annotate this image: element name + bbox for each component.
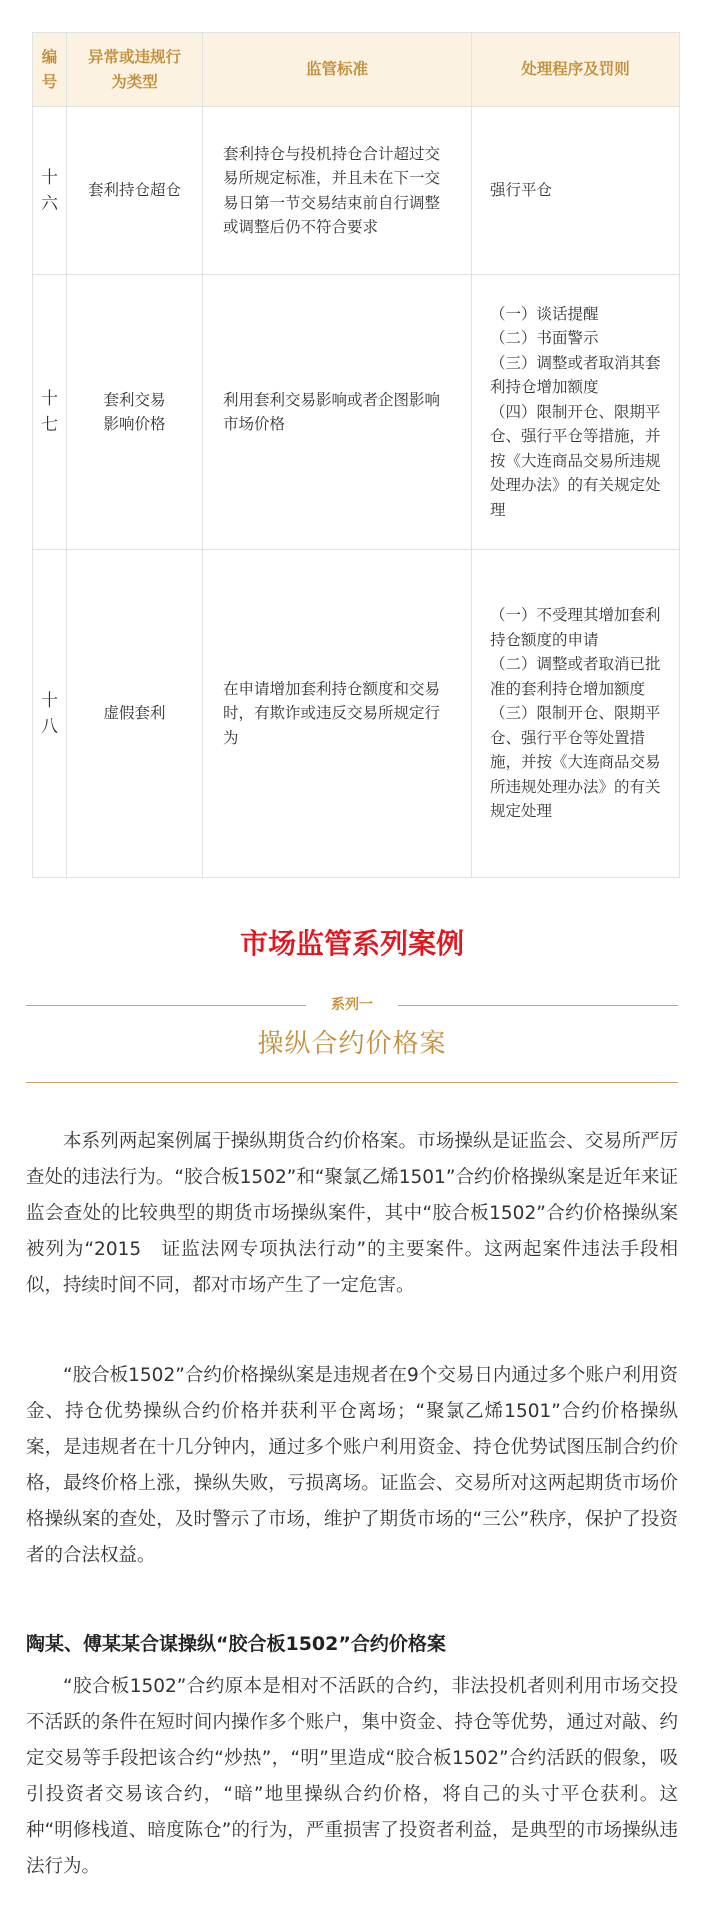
table-row: [33, 275, 680, 550]
row-number-text: 十七: [41, 389, 58, 435]
table-header-row: [33, 33, 680, 107]
header-penalty: 处理程序及罚则: [472, 33, 680, 107]
penalty-item: （三）限制开仓、限期平仓、强行平仓等处置措施，并按《大连商品交易所违规处理办法》的有关规定处理: [490, 704, 661, 821]
row-type: 套利持仓超仓: [67, 107, 203, 275]
paragraph-summary: “胶合板1502”合约价格操纵案是违规者在9个交易日内通过多个账户利用资金、持仓优势操纵合约价格并获利平仓离场；“聚氯乙烯1501”合约价格操纵案，是违规者在十几分钟内，通过多个账户利用资金、持仓优势试图压制合约价格，最终价格上涨，操纵失败，亏损离场。证监会、交易所对这两起期货市场价格操纵案的查处，及时警示了市场，维护了期货市场的“三公”秩序，保护了投资者的合法权益。: [26, 1365, 678, 1566]
row-number: [33, 107, 67, 275]
row-penalty: [472, 550, 680, 878]
section-title: 市场监管系列案例: [239, 927, 464, 960]
row-type: 虚假套利: [67, 550, 203, 878]
penalty-item: （二）调整或者取消已批准的套利持仓增加额度: [490, 655, 661, 698]
divider-bottom: [26, 1082, 678, 1083]
case-heading: 陶某、傅某某合谋操纵“胶合板1502”合约价格案: [26, 1633, 446, 1655]
paragraph-intro: 本系列两起案例属于操纵期货合约价格案。市场操纵是证监会、交易所严厉查处的违法行为。“胶合板1502”和“聚氯乙烯1501”合约价格操纵案是近年来证监会查处的比较典型的期货市场操纵案件，其中“胶合板1502”合约价格操纵案被列为“2015 证监法网专项执法行动”的主要案件。这两起案件违法手段相似，持续时间不同，都对市场产生了一定危害。: [26, 1131, 678, 1296]
row-standard: 套利持仓与投机持仓合计超过交易所规定标准，并且未在下一交易日第一节交易结束前自行调整或调整后仍不符合要求: [203, 107, 472, 275]
penalty-item: （四）限制开仓、限期平仓、强行平仓等措施，并按《大连商品交易所违规处理办法》的有关规定处理: [490, 402, 661, 519]
row-number: [33, 550, 67, 878]
series-label: 系列一: [331, 997, 373, 1013]
row-standard: 利用套利交易影响或者企图影响市场价格: [203, 275, 472, 550]
table-row: [33, 107, 680, 275]
penalty-item: （一）不受理其增加套利持仓额度的申请: [490, 606, 661, 649]
divider-right: [398, 1005, 678, 1006]
series-title: 操纵合约价格案: [257, 1029, 447, 1059]
header-standard: 监管标准: [203, 33, 472, 107]
penalty-item: （三）调整或者取消其套利持仓增加额度: [490, 353, 661, 397]
regulation-table: [32, 32, 680, 878]
penalty-item: （一）谈话提醒: [490, 304, 599, 323]
row-type: [67, 275, 203, 550]
row-number: [33, 275, 67, 550]
header-type-label: 异常或违规行为类型: [87, 47, 181, 91]
penalty-item: 强行平仓: [490, 181, 553, 200]
penalty-item: （二）书面警示: [490, 329, 599, 348]
row-number-text: 十八: [41, 690, 58, 737]
row-type-text: 套利交易影响价格: [103, 390, 166, 433]
row-standard: 在申请增加套利持仓额度和交易时，有欺诈或违反交易所规定行为: [203, 550, 472, 878]
row-number-text: 十六: [41, 167, 58, 214]
paragraph-case: “胶合板1502”合约原本是相对不活跃的合约，非法投机者则利用市场交投不活跃的条件在短时间内操作多个账户，集中资金、持仓等优势，通过对敲、约定交易等手段把该合约“炒热”，“明”里造成“胶合板1502”合约活跃的假象，吸引投资者交易该合约，“暗”地里操纵合约价格，将自己的头寸平仓获利。这种“明修栈道、暗度陈仓”的行为，严重损害了投资者利益，是典型的市场操纵违法行为。: [26, 1676, 678, 1877]
header-type: [67, 33, 203, 107]
series-divider: [26, 994, 678, 1016]
row-penalty: [472, 275, 680, 550]
table-row: [33, 550, 680, 878]
header-number: 编号: [33, 33, 67, 107]
row-penalty: [472, 107, 680, 275]
